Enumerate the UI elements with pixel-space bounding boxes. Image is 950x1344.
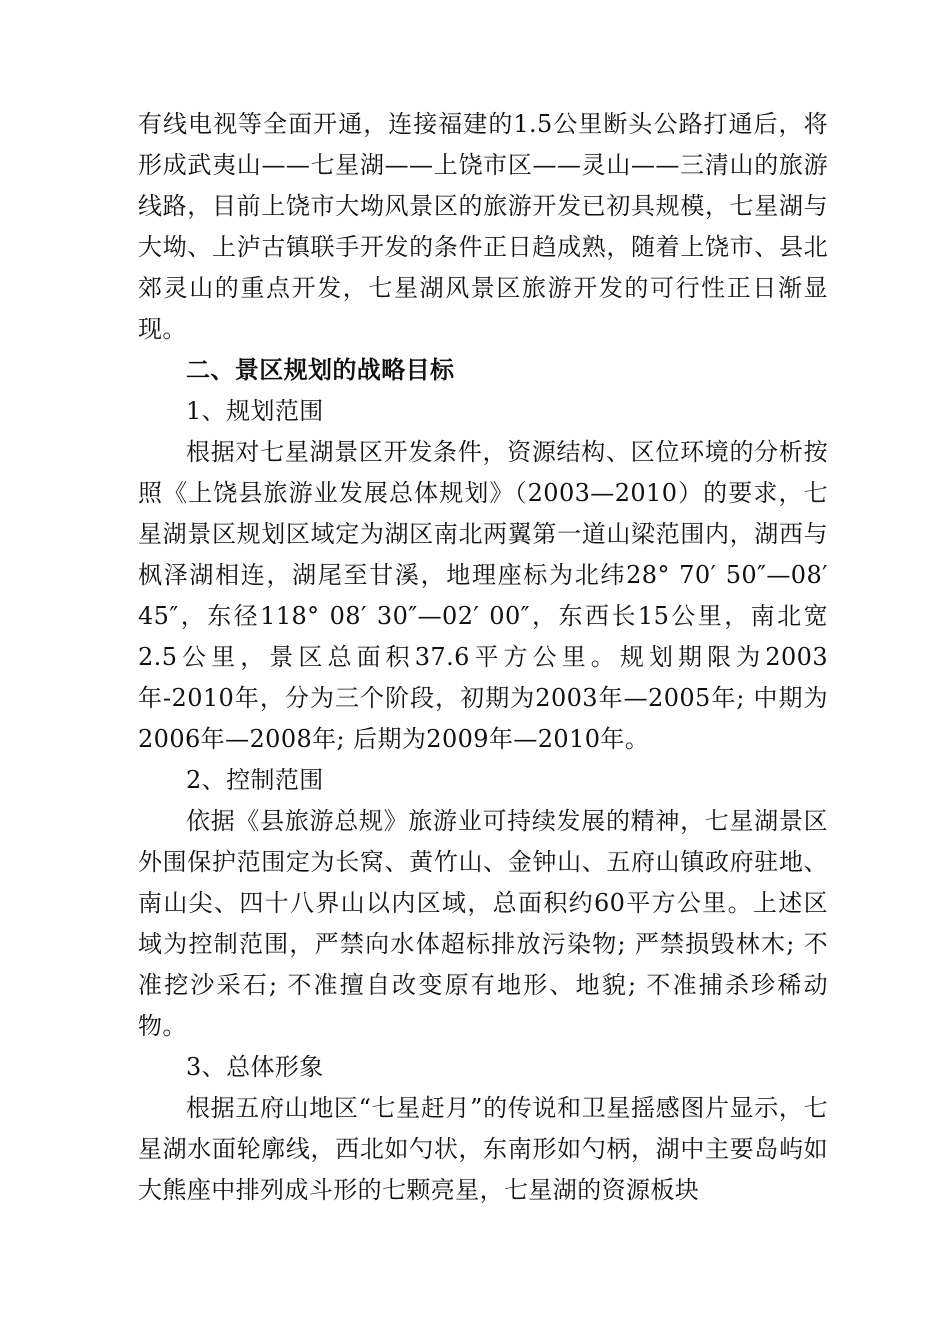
section-heading: 二、景区规划的战略目标 [186, 356, 455, 384]
document-body [138, 104, 828, 1211]
paragraph-control-scope: 依据《县旅游总规》旅游业可持续发展的精神，七星湖景区外围保护范围定为长窝、黄竹山、金钟山、五府山镇政府驻地、南山尖、四十八界山以内区域，总面积约60平方公里。上述区域为控制范围，严禁向水体超标排放污染物; 严禁损毁林木; 不准挖沙采石; 不准擅自改变原有地形、地貌; 不准捕杀珍稀动物。 [138, 807, 828, 1040]
paragraph-planning-scope: 根据对七星湖景区开发条件，资源结构、区位环境的分析按照《上饶县旅游业发展总体规划》（2003—2010）的要求，七星湖景区规划区域定为湖区南北两翼第一道山梁范围内，湖西与枫泽湖相连，湖尾至甘溪，地理座标为北纬28° 70′ 50″—08′ 45″，东径118° 08′ 30″—02′ 00″，东西长15公里，南北宽2.5公里，景区总面积37.6平方公里。规划期限为2003年-2010年，分为三个阶段，初期为2003年—2005年; 中期为2006年—2008年; 后期为2009年—2010年。 [138, 438, 828, 753]
subheading-control-scope: 2、控制范围 [186, 766, 324, 794]
subheading-overall-image: 3、总体形象 [186, 1053, 324, 1081]
subheading-planning-scope: 1、规划范围 [186, 397, 324, 425]
paragraph-continued: 有线电视等全面开通，连接福建的1.5公里断头公路打通后，将形成武夷山——七星湖——上饶市区——灵山——三清山的旅游线路，目前上饶市大坳风景区的旅游开发已初具规模，七星湖与大坳、上泸古镇联手开发的条件正日趋成熟，随着上饶市、县北郊灵山的重点开发，七星湖风景区旅游开发的可行性正日渐显现。 [138, 110, 828, 343]
paragraph-overall-image: 根据五府山地区“七星赶月”的传说和卫星摇感图片显示，七星湖水面轮廓线，西北如勺状，东南形如勺柄，湖中主要岛屿如大熊座中排列成斗形的七颗亮星，七星湖的资源板块 [138, 1094, 828, 1204]
